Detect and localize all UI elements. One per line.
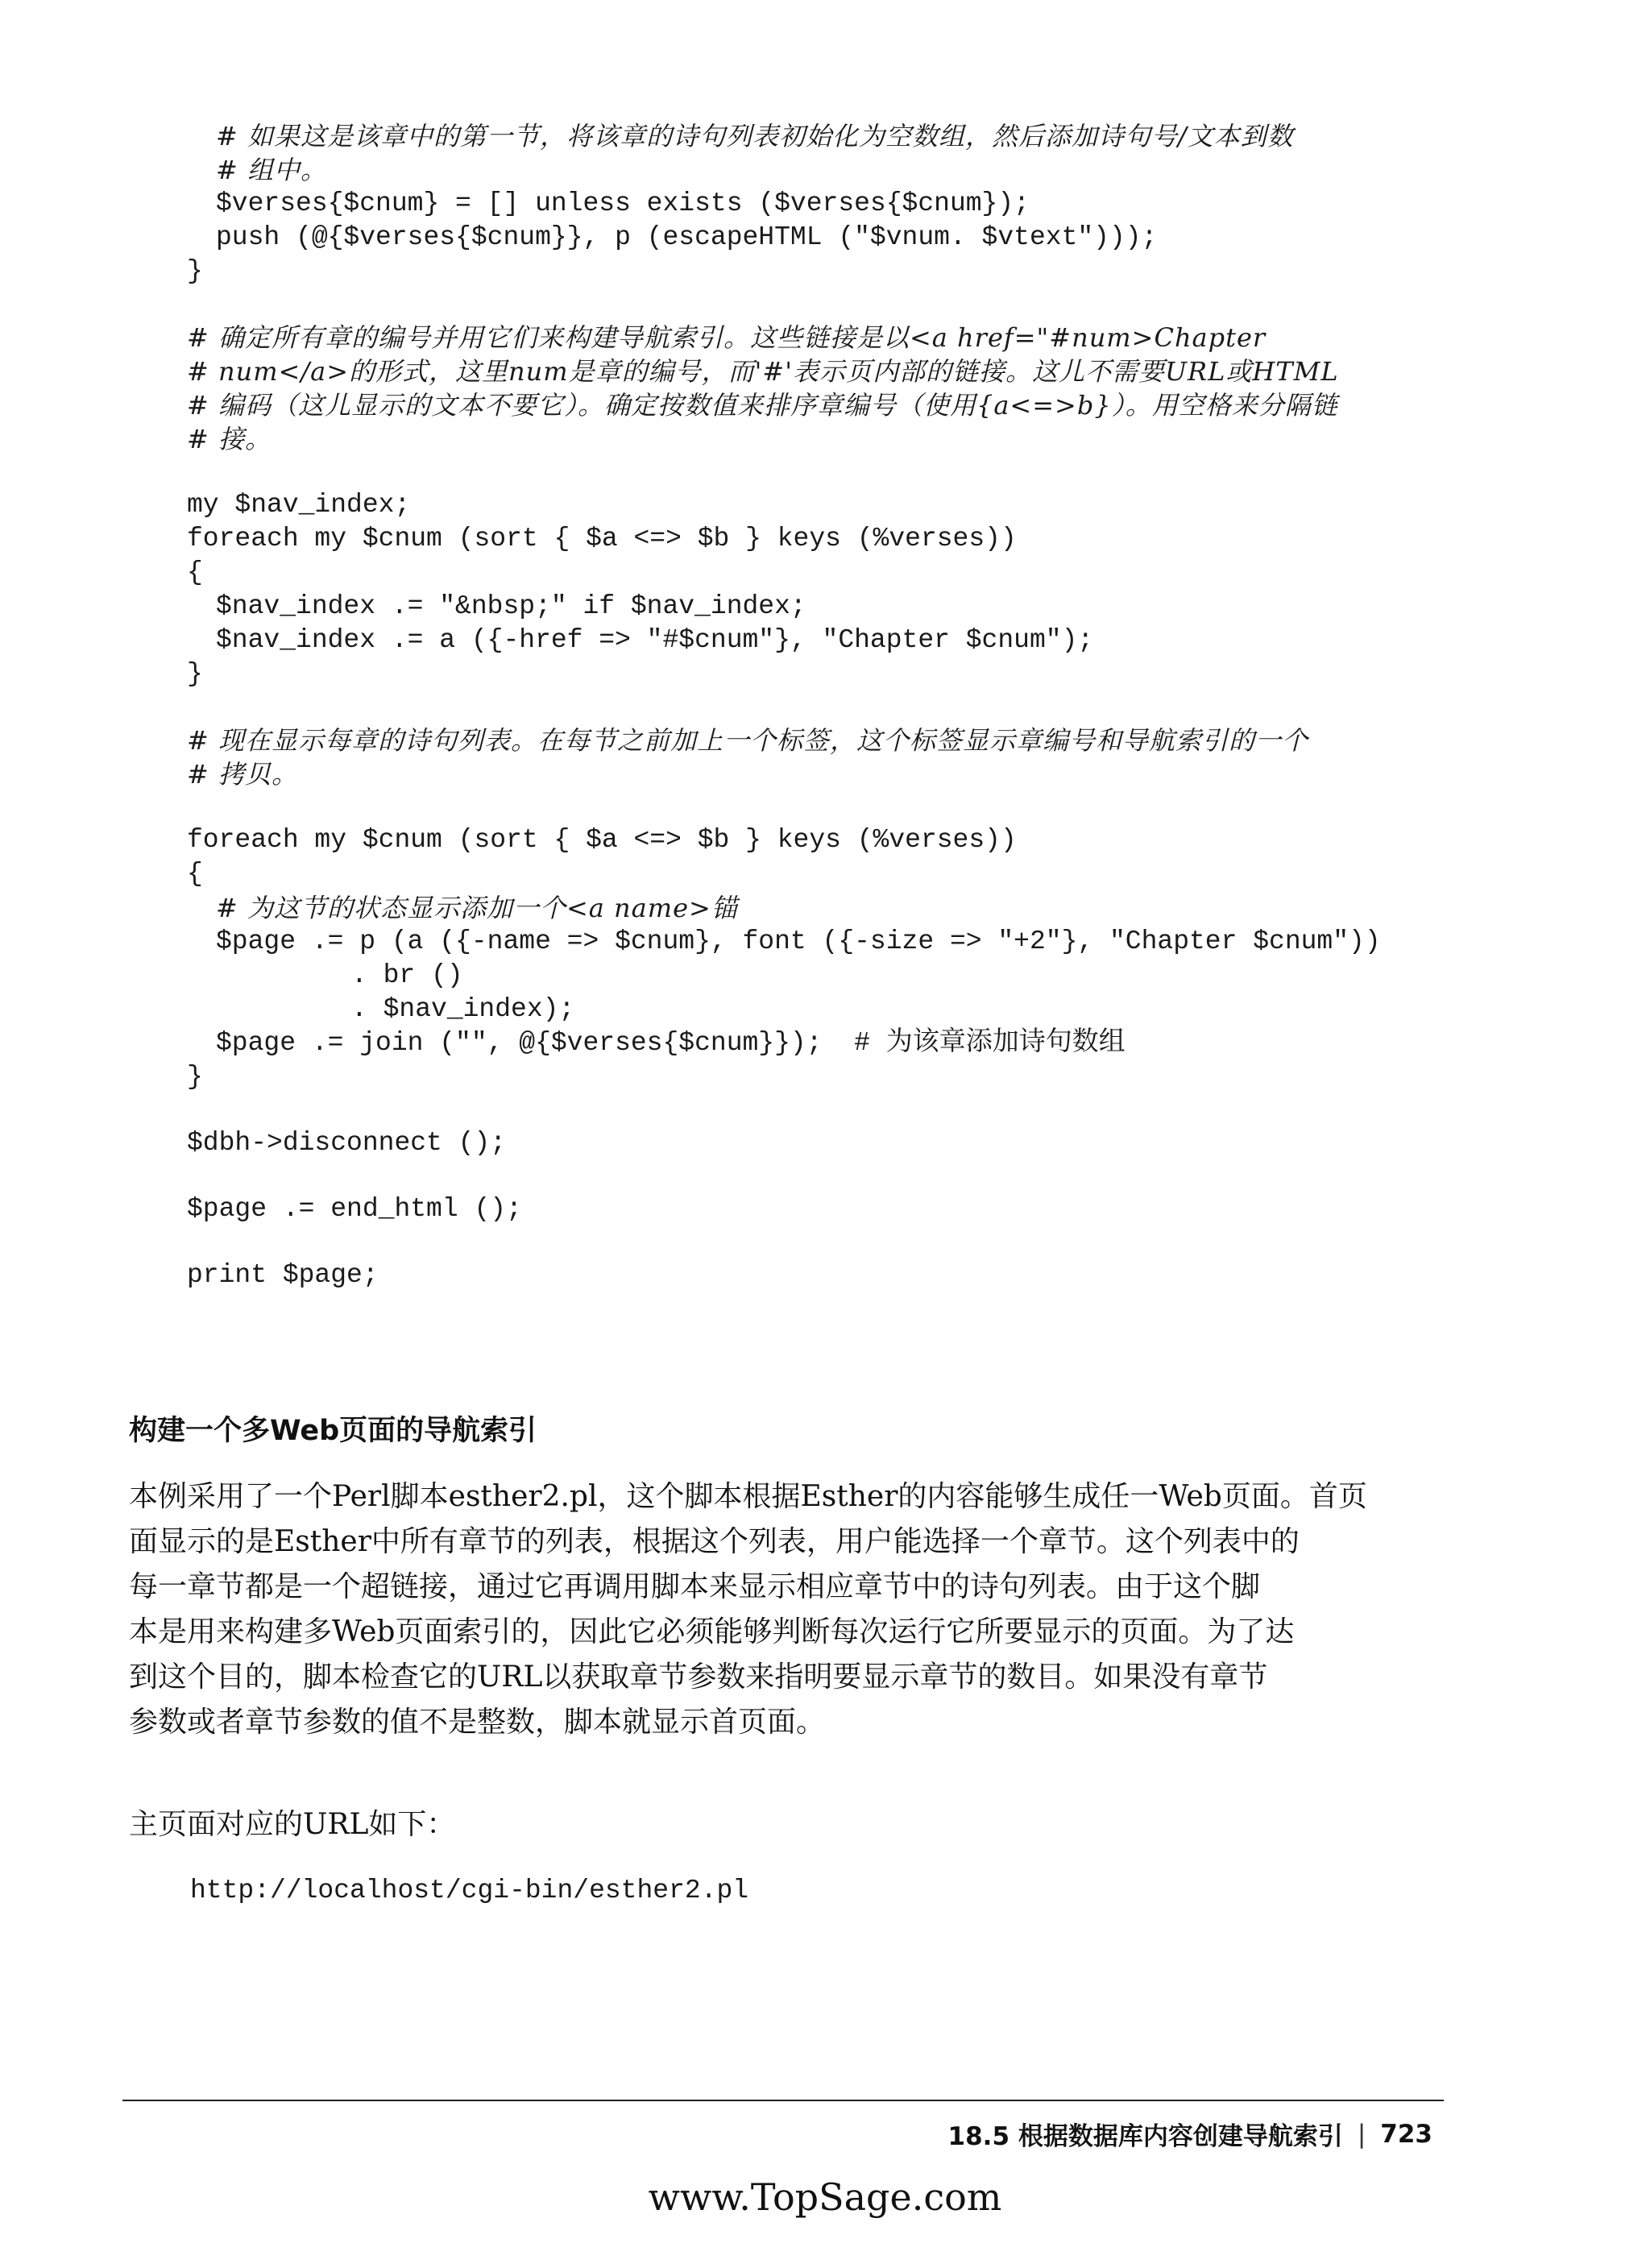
page-footer	[948, 2116, 1432, 2152]
code-line: }	[187, 659, 203, 689]
paragraph-line: 参数或者章节参数的值不是整数，脚本就显示首页面。	[129, 1706, 826, 1739]
paragraph-line: 到这个目的，脚本检查它的URL以获取章节参数来指明要显示章节的数目。如果没有章节	[129, 1661, 1268, 1694]
example-url: http://localhost/cgi-bin/esther2.pl	[190, 1876, 749, 1905]
code-line: $page .= join ("", @{$verses{$cnum}}); # 为该章添加诗句数组	[216, 1028, 1126, 1058]
paragraph-line: 本例采用了一个Perl脚本esther2.pl，这个脚本根据Esther的内容能够生成任一Web页面。首页	[129, 1480, 1367, 1513]
code-comment: # 为这节的状态显示添加一个<a name>锚	[216, 893, 738, 923]
paragraph-line: 每一章节都是一个超链接，通过它再调用脚本来显示相应章节中的诗句列表。由于这个脚	[129, 1570, 1261, 1603]
section-heading: 构建一个多Web页面的导航索引	[129, 1415, 537, 1447]
code-line: }	[187, 1062, 203, 1092]
code-line: $dbh->disconnect ();	[187, 1128, 507, 1158]
code-line: push (@{$verses{$cnum}}, p (escapeHTML ("$vnum. $vtext")));	[216, 222, 1158, 252]
code-comment: # 组中。	[216, 155, 327, 185]
code-line: foreach my $cnum (sort { $a <=> $b } keys (%verses))	[187, 524, 1017, 554]
code-comment: # num</a>的形式，这里num是章的编号，而'#'表示页内部的链接。这儿不需要URL或HTML	[187, 356, 1339, 387]
code-line: $page .= end_html ();	[187, 1194, 522, 1224]
code-line: . $nav_index);	[351, 994, 575, 1024]
code-line: {	[187, 558, 203, 587]
code-line: $nav_index .= "&nbsp;" if $nav_index;	[216, 591, 806, 621]
body-paragraph	[129, 1474, 1442, 1745]
code-line: foreach my $cnum (sort { $a <=> $b } keys (%verses))	[187, 825, 1017, 855]
code-comment: # 如果这是该章中的第一节，将该章的诗句列表初始化为空数组，然后添加诗句号/文本到数	[216, 121, 1294, 151]
code-comment: # 编码（这儿显示的文本不要它）。确定按数值来排序章编号（使用{a<=>b}）。用空格来分隔链	[187, 390, 1338, 421]
code-comment: # 拷贝。	[187, 759, 298, 790]
url-intro: 主页面对应的URL如下：	[129, 1808, 456, 1841]
code-line: . br ()	[351, 960, 463, 990]
code-line: $verses{$cnum} = [] unless exists ($verses{$cnum});	[216, 189, 1030, 218]
code-listing	[187, 119, 1444, 1292]
watermark-url: www.TopSage.com	[648, 2175, 1002, 2219]
code-comment: # 接。	[187, 424, 272, 454]
footer-separator: |	[1357, 2119, 1366, 2149]
code-line: {	[187, 859, 203, 889]
code-comment: # 现在显示每章的诗句列表。在每节之前加上一个标签，这个标签显示章编号和导航索引的一个	[187, 725, 1308, 756]
code-line: }	[187, 256, 203, 286]
code-line: $nav_index .= a ({-href => "#$cnum"}, "Chapter $cnum");	[216, 625, 1094, 655]
footer-section-title: 18.5 根据数据库内容创建导航索引	[947, 2122, 1343, 2151]
code-line: $page .= p (a ({-name => $cnum}, font ({-size => "+2"}, "Chapter $cnum"))	[216, 927, 1381, 956]
code-line: print $page;	[187, 1260, 379, 1290]
page-number: 723	[1380, 2119, 1432, 2149]
paragraph-line: 面显示的是Esther中所有章节的列表，根据这个列表，用户能选择一个章节。这个列表中的	[129, 1525, 1300, 1558]
code-comment: # 确定所有章的编号并用它们来构建导航索引。这些链接是以<a href="#num>Chapter	[187, 322, 1267, 353]
code-line: my $nav_index;	[187, 490, 411, 520]
footer-rule	[122, 2100, 1444, 2101]
paragraph-line: 本是用来构建多Web页面索引的，因此它必须能够判断每次运行它所要显示的页面。为了达	[129, 1615, 1295, 1648]
